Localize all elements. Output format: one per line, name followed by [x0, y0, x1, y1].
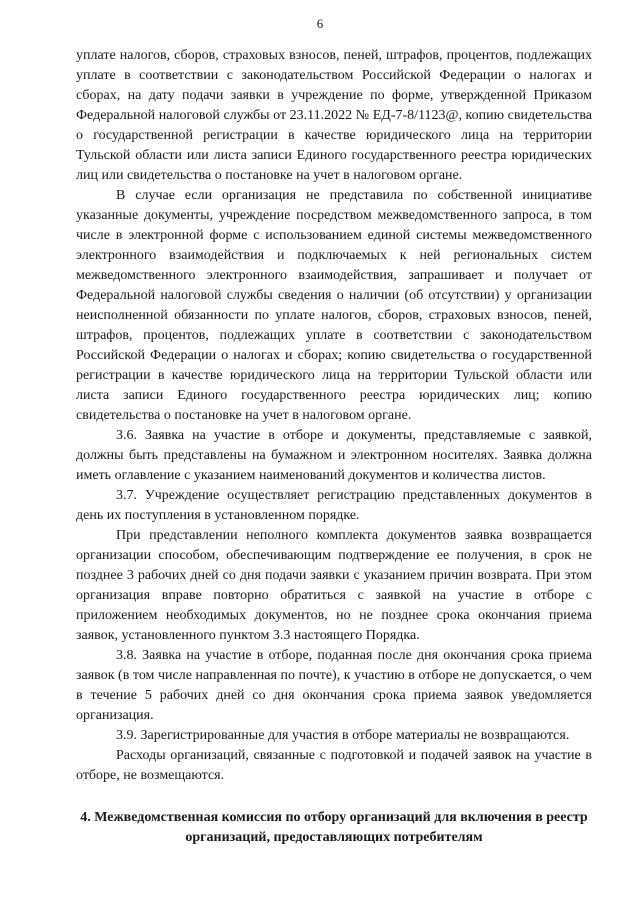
paragraph-3-6: 3.6. Заявка на участие в отборе и документы, представляемые с заявкой, должны быть представлены на бумажном и электронном носителях. Заявка должна иметь оглавление с указанием наименований документов и количества листов.	[76, 428, 592, 483]
paragraph-3-7: 3.7. Учреждение осуществляет регистрацию представленных документов в день их поступления в установленном порядке.	[76, 488, 592, 523]
paragraph-interagency-request: В случае если организация не представила по собственной инициативе указанные документы, учреждение посредством межведомственного запроса, в том числе в электронной форме с использованием единой системы межведомственного электронного взаимодействия и подключаемых к ней региональных систем межведомственного электронного взаимодействия, запрашивает и получает от Федеральной налоговой службы сведения о наличии (об отсутствии) у организации неисполненной обязанности по уплате налогов, сборов, страховых взносов, пеней, штрафов, процентов, подлежащих уплате в соответствии с законодательством Российской Федерации о налогах и сборах; копию свидетельства о государственной регистрации в качестве юридического лица на территории Тульской области или листа записи Единого государственного реестра юридических лиц; копию свидетельства о постановке на учет в налоговом органе.	[76, 188, 592, 423]
page-number: 6	[316, 16, 324, 31]
paragraph-3-9: 3.9. Зарегистрированные для участия в отборе материалы не возвращаются.	[116, 728, 570, 743]
paragraph-expenses: Расходы организаций, связанные с подготовкой и подачей заявок на участие в отборе, не возмещаются.	[76, 748, 592, 783]
paragraph-3-8: 3.8. Заявка на участие в отборе, поданная после дня окончания срока приема заявок (в том числе направленная по почте), к участию в отборе не допускается, о чем в течение 5 рабочих дней со дня окончания срока приема заявок уведомляется организация.	[76, 648, 592, 723]
paragraph-continuation: уплате налогов, сборов, страховых взносов, пеней, штрафов, процентов, подлежащих уплате в соответствии с законодательством Российской Федерации о налогах и сборах, на дату подачи заявки в учреждение по форме, утвержденной Приказом Федеральной налоговой службы от 23.11.2022 № ЕД-7-8/1123@, копию свидетельства о государственной регистрации в качестве юридического лица на территории Тульской области или листа записи Единого государственного реестра юридических лиц или свидетельства о постановке на учет в налоговом органе.	[76, 48, 592, 183]
document-body	[76, 46, 592, 848]
paragraph-incomplete-set: При представлении неполного комплекта документов заявка возвращается организации способом, обеспечивающим подтверждение ее получения, в срок не позднее 3 рабочих дней со дня подачи заявки с указанием причин возврата. При этом организация вправе повторно обратиться с заявкой на участие в отборе с приложением необходимых документов, но не позднее срока окончания приема заявок, установленного пунктом 3.3 настоящего Порядка.	[76, 528, 592, 643]
section-heading: 4. Межведомственная комиссия по отбору организаций для включения в реестр организаций, предоставляющих потребителям	[80, 810, 588, 845]
